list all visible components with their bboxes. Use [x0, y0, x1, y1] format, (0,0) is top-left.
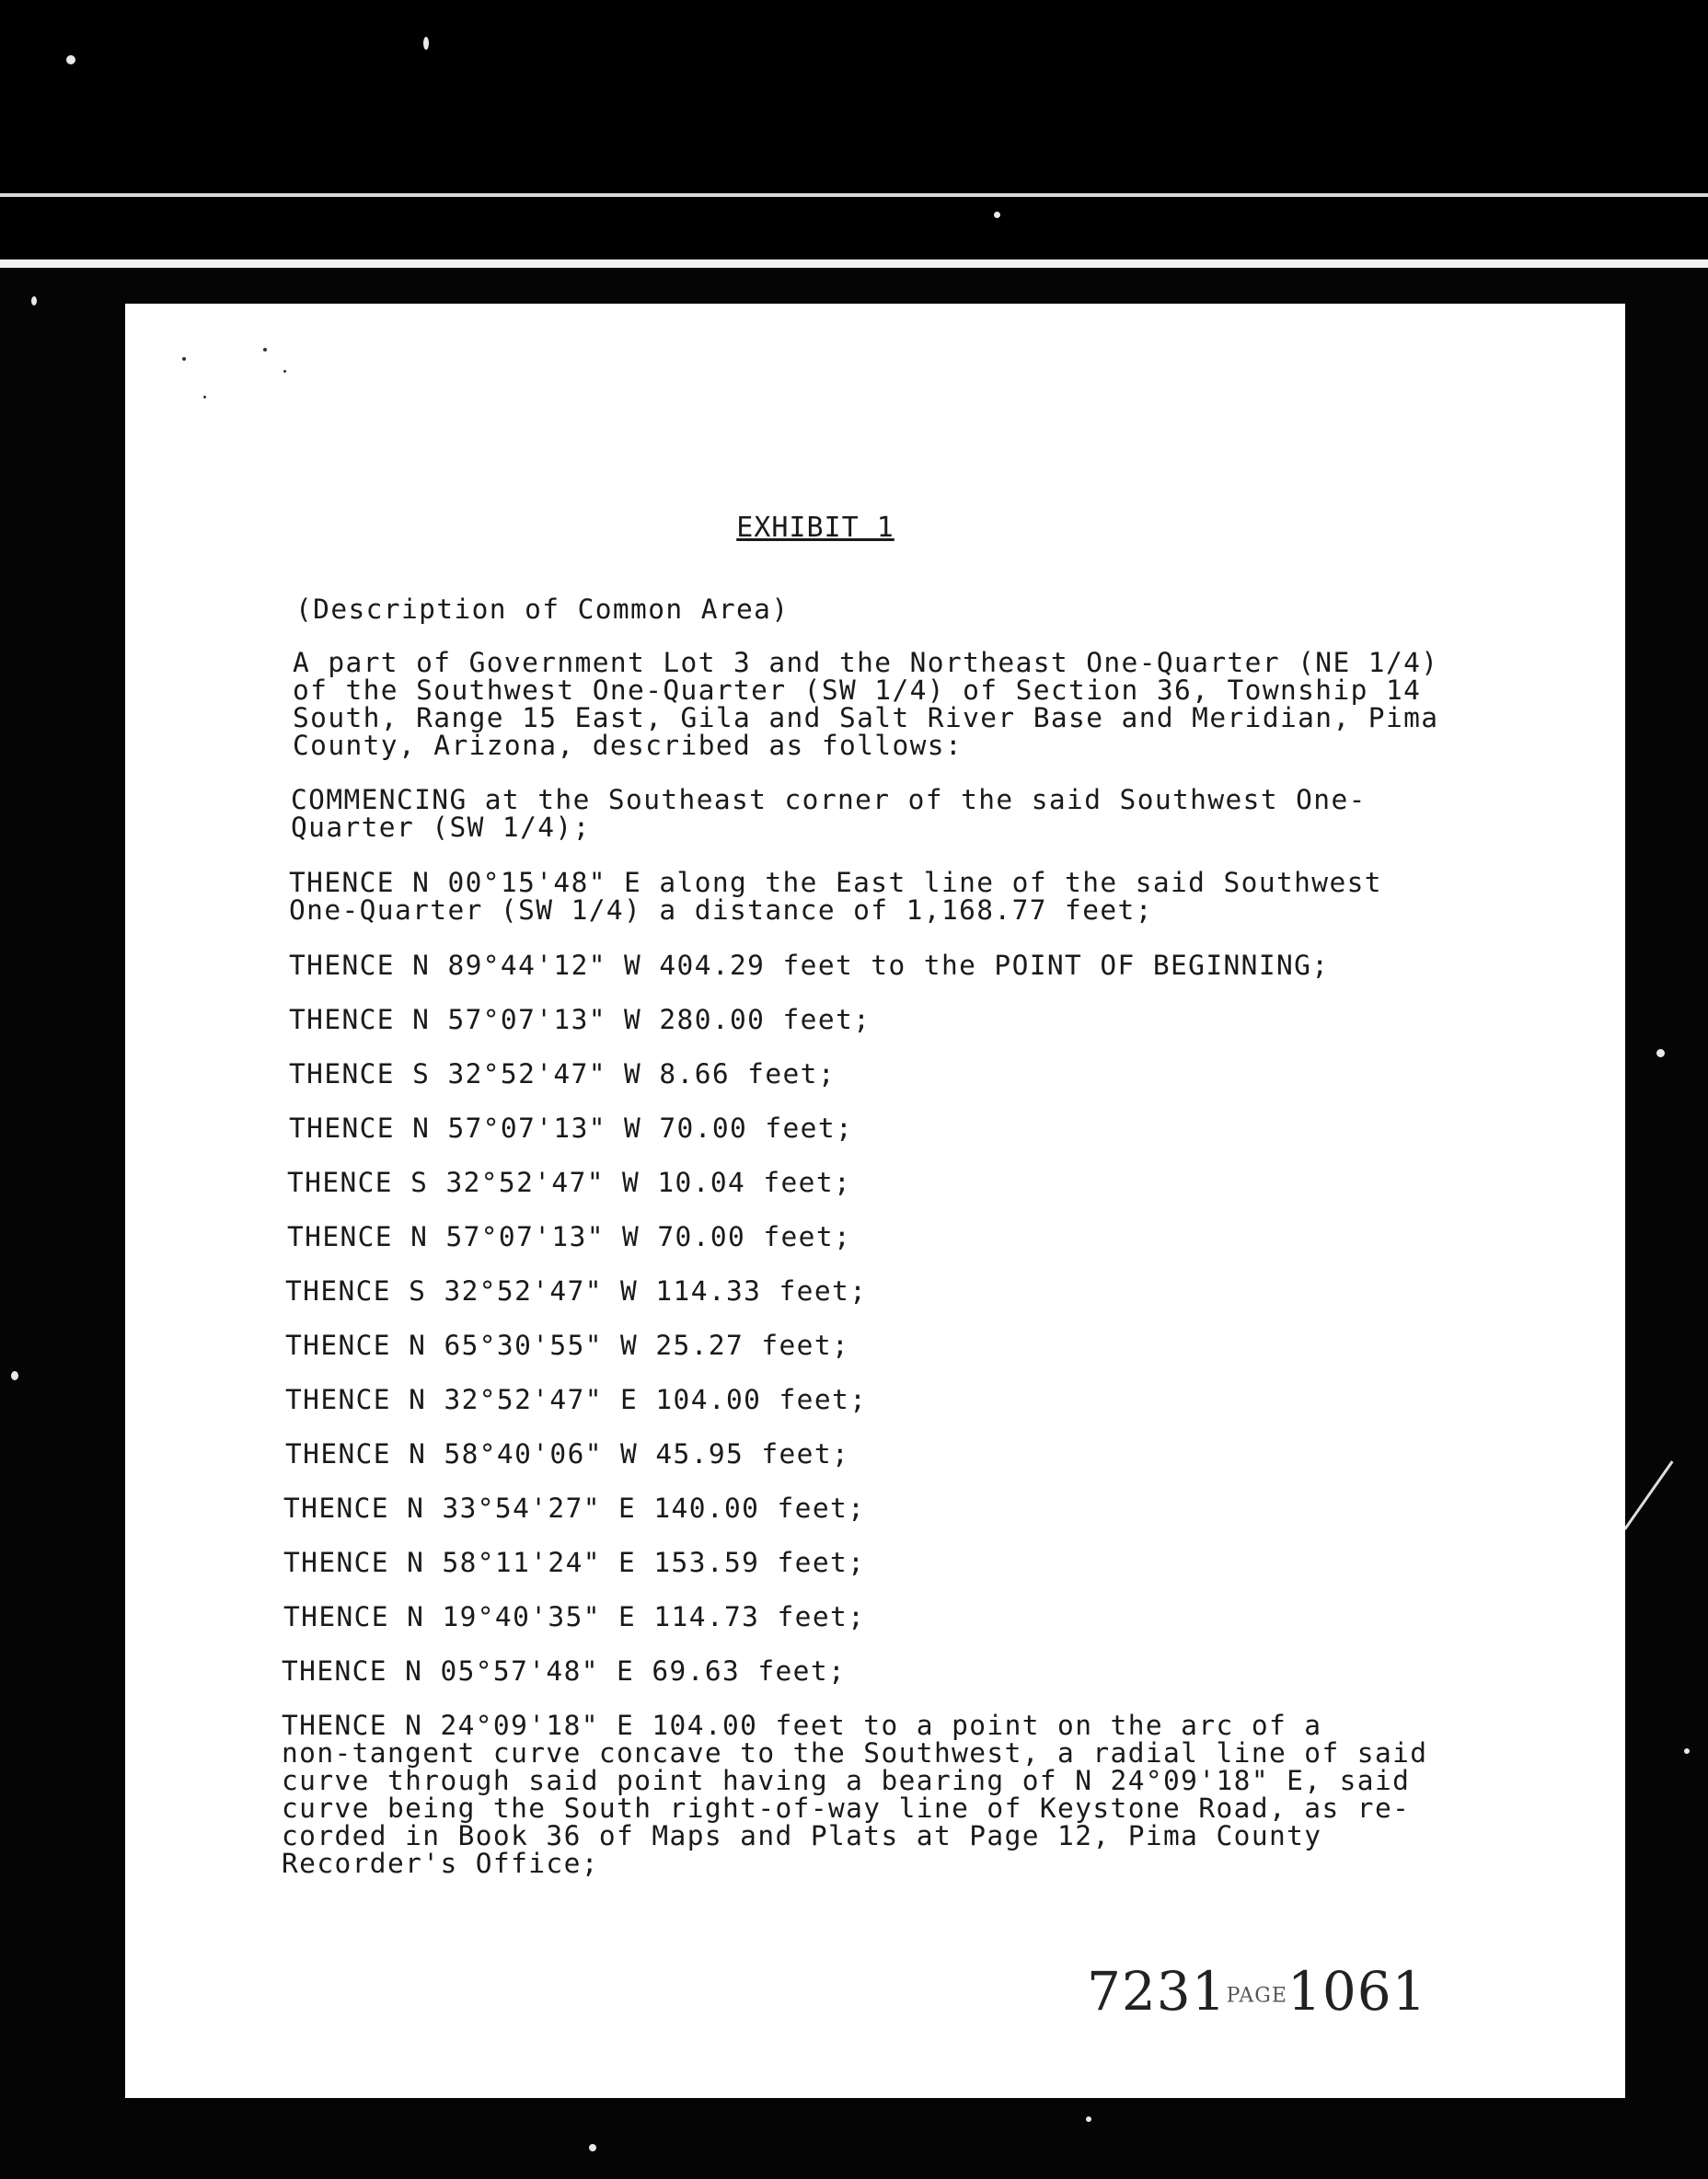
intro-line: County, Arizona, described as follows: — [293, 730, 964, 761]
stamp-page-label: PAGE — [1226, 1984, 1287, 2008]
course-line: THENCE N 65°30'55" W 25.27 feet; — [285, 1330, 850, 1361]
scan-speck — [31, 296, 37, 306]
course-line: THENCE N 58°11'24" E 153.59 feet; — [283, 1547, 866, 1578]
scan-speck — [1684, 1748, 1690, 1754]
scan-speck — [1086, 2116, 1091, 2122]
final-line: Recorder's Office; — [282, 1848, 599, 1879]
scan-top-border — [0, 0, 1708, 267]
recording-stamp — [1087, 1960, 1427, 2023]
scan-speck — [994, 212, 1000, 218]
intro-line: of the Southwest One-Quarter (SW 1/4) of Section 36, Township 14 — [293, 674, 1422, 706]
thence-first-line: One-Quarter (SW 1/4) a distance of 1,168.77 feet; — [289, 894, 1153, 926]
course-line: THENCE N 89°44'12" W 404.29 feet to the POINT OF BEGINNING; — [289, 950, 1330, 981]
course-line: THENCE S 32°52'47" W 114.33 feet; — [285, 1275, 868, 1307]
course-line: THENCE N 57°07'13" W 70.00 feet; — [289, 1113, 854, 1144]
commencing-line: Quarter (SW 1/4); — [291, 812, 591, 843]
final-line: non-tangent curve concave to the Southwest, a radial line of said — [282, 1737, 1428, 1769]
course-line: THENCE N 05°57'48" E 69.63 feet; — [282, 1655, 847, 1687]
scan-speck — [283, 370, 286, 373]
course-line: THENCE N 58°40'06" W 45.95 feet; — [285, 1438, 850, 1470]
scan-speck — [423, 37, 429, 50]
thence-first-line: THENCE N 00°15'48" E along the East line of the said Southwest — [289, 867, 1382, 898]
intro-line: A part of Government Lot 3 and the Northeast One-Quarter (NE 1/4) — [293, 647, 1439, 678]
final-line: curve being the South right-of-way line of Keystone Road, as re- — [282, 1793, 1411, 1824]
final-line: THENCE N 24°09'18" E 104.00 feet to a point on the arc of a — [282, 1710, 1322, 1741]
document-page — [125, 304, 1625, 2098]
course-line: THENCE N 57°07'13" W 280.00 feet; — [289, 1004, 871, 1035]
exhibit-title: EXHIBIT 1 — [736, 512, 894, 544]
scan-rule-line — [0, 193, 1708, 197]
course-line: THENCE N 32°52'47" E 104.00 feet; — [285, 1384, 868, 1415]
course-line: THENCE N 19°40'35" E 114.73 feet; — [283, 1601, 866, 1632]
scan-speck — [1656, 1049, 1665, 1057]
scan-speck — [203, 396, 206, 398]
course-line: THENCE N 33°54'27" E 140.00 feet; — [283, 1493, 866, 1524]
stamp-book-number: 7231 — [1087, 1960, 1227, 2023]
scan-speck — [263, 348, 267, 352]
scan-scratch — [1623, 1460, 1673, 1529]
final-line: curve through said point having a bearing of N 24°09'18" E, said — [282, 1765, 1411, 1796]
scan-rule-line — [0, 259, 1708, 268]
course-line: THENCE N 57°07'13" W 70.00 feet; — [287, 1221, 852, 1252]
course-line: THENCE S 32°52'47" W 8.66 feet; — [289, 1058, 836, 1090]
scan-speck — [11, 1371, 18, 1380]
scan-speck — [589, 2144, 596, 2151]
stamp-page-number: 1061 — [1287, 1960, 1427, 2023]
commencing-line: COMMENCING at the Southeast corner of the said Southwest One- — [291, 784, 1367, 815]
intro-line: South, Range 15 East, Gila and Salt River Base and Meridian, Pima — [293, 702, 1439, 733]
final-line: corded in Book 36 of Maps and Plats at Page 12, Pima County — [282, 1820, 1322, 1851]
course-line: THENCE S 32°52'47" W 10.04 feet; — [287, 1167, 852, 1198]
document-subtitle: (Description of Common Area) — [295, 594, 790, 625]
scan-speck — [182, 357, 186, 361]
scan-speck — [66, 55, 75, 64]
